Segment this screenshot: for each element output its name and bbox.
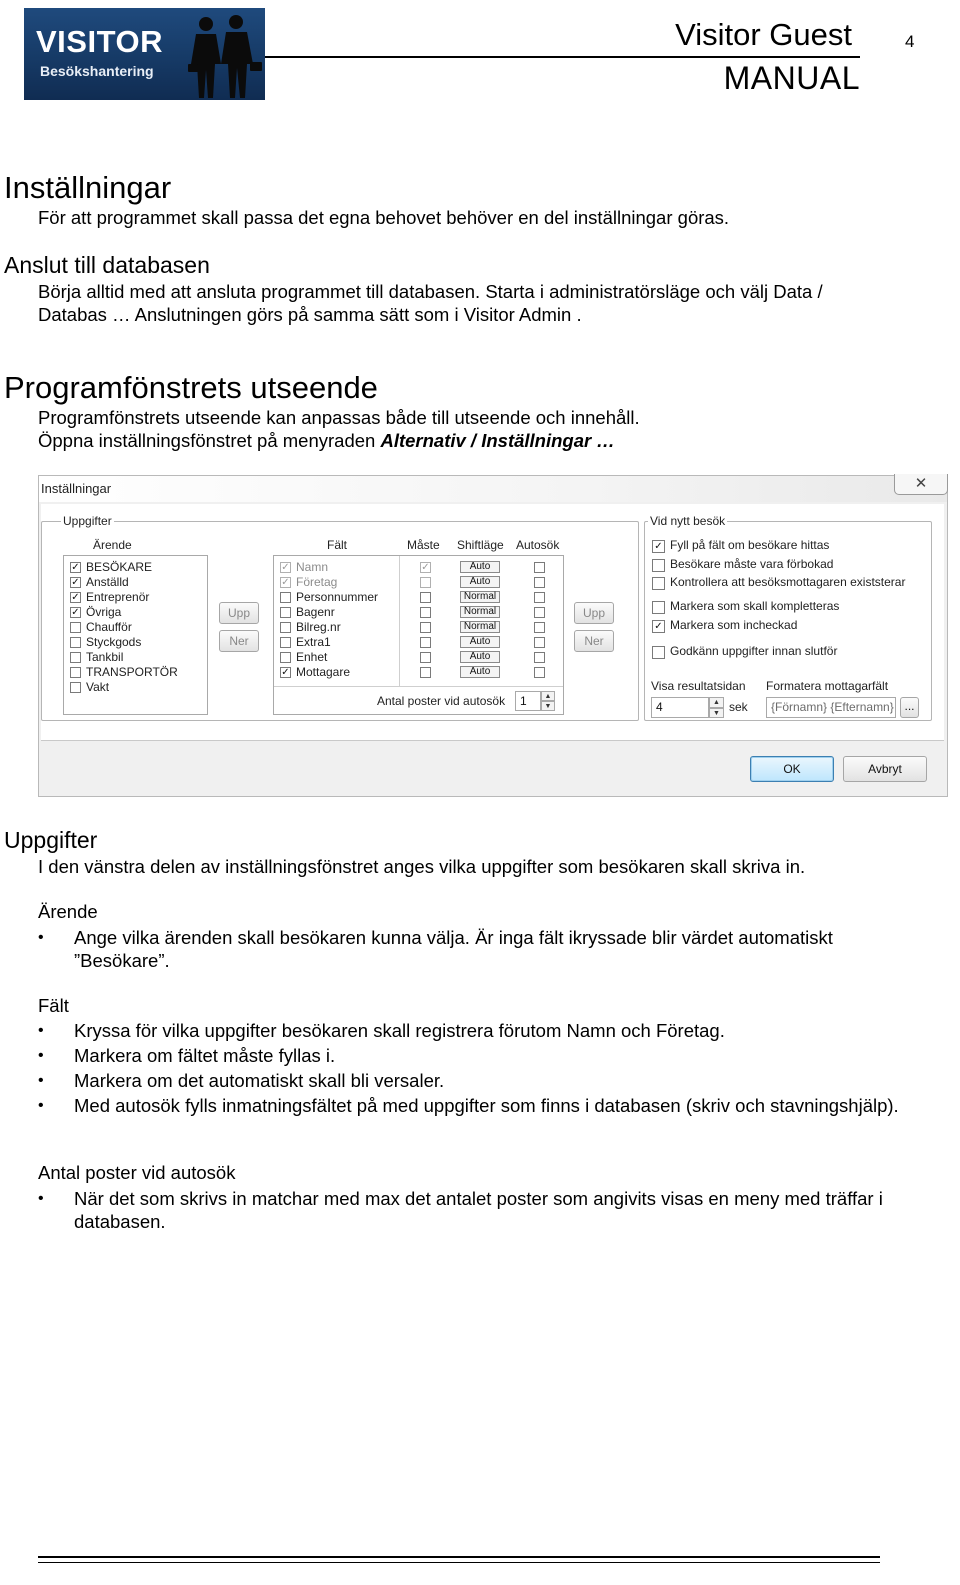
document-subtitle: MANUAL xyxy=(723,60,860,96)
text-uppgifter: I den vänstra delen av inställningsfönstret anges vilka uppgifter som besökaren skall skriva in. xyxy=(38,856,806,877)
grid-divider xyxy=(399,556,400,686)
close-icon[interactable]: ✕ xyxy=(894,474,948,495)
logo-subtitle: Besökshantering xyxy=(40,63,154,79)
spin-down-icon[interactable]: ▼ xyxy=(709,708,724,718)
maste-checkbox[interactable]: ✓ xyxy=(421,562,430,573)
vid-nytt-checkbox[interactable] xyxy=(652,577,665,590)
arende-item-label: TRANSPORTÖR xyxy=(86,665,178,679)
falt-up-button[interactable]: Upp xyxy=(574,602,614,624)
falt-checkbox[interactable]: ✓ xyxy=(281,577,290,588)
logo-title: VISITOR xyxy=(36,24,163,59)
spin-up-icon[interactable]: ▲ xyxy=(709,697,724,708)
arende-checkbox[interactable]: ✓ xyxy=(71,592,80,603)
label-antal-poster: Antal poster vid autosök xyxy=(38,1162,236,1183)
arende-up-button[interactable]: Upp xyxy=(219,602,259,624)
arende-checkbox[interactable] xyxy=(70,652,81,663)
dialog-title: Inställningar xyxy=(41,481,112,496)
businessmen-icon xyxy=(184,12,264,100)
falt-item-label: Mottagare xyxy=(296,665,351,679)
avbryt-button[interactable]: Avbryt xyxy=(843,756,927,782)
falt-checkbox[interactable] xyxy=(280,637,291,648)
shiftlage-button[interactable]: Auto xyxy=(460,561,500,573)
falt-checkbox[interactable] xyxy=(280,652,291,663)
text-program-2 xyxy=(38,429,918,452)
maste-checkbox[interactable] xyxy=(420,652,431,663)
maste-checkbox[interactable] xyxy=(420,667,431,678)
uppgifter-group-label: Uppgifter xyxy=(63,514,112,528)
autosok-checkbox[interactable] xyxy=(534,577,545,588)
falt-grid[interactable] xyxy=(273,555,564,715)
autosok-checkbox[interactable] xyxy=(534,607,545,618)
vid-nytt-label: Kontrollera att besöksmottagaren existsterar xyxy=(670,575,906,589)
falt-checkbox[interactable]: ✓ xyxy=(281,667,290,678)
falt-item-label: Företag xyxy=(296,575,338,589)
autosok-header: Autosök xyxy=(516,538,560,552)
autosok-checkbox[interactable] xyxy=(534,667,545,678)
heading-programfonster: Programfönstrets utseende xyxy=(4,370,378,405)
label-arende: Ärende xyxy=(38,901,98,922)
arende-item-label: Entreprenör xyxy=(86,590,150,604)
vid-nytt-label: Markera som skall kompletteras xyxy=(670,599,840,613)
autosok-checkbox[interactable] xyxy=(534,562,545,573)
antal-poster-input[interactable]: 1 xyxy=(515,691,541,711)
vid-nytt-label: Besökare måste vara förbokad xyxy=(670,557,834,571)
maste-checkbox[interactable] xyxy=(420,622,431,633)
arende-item-label: Styckgods xyxy=(86,635,142,649)
vid-nytt-checkbox[interactable] xyxy=(652,559,665,572)
text-anslut-1: Börja alltid med att ansluta programmet till databasen. Starta i administratörsläge och välj Data / xyxy=(38,281,823,302)
bullet-item: • Kryssa för vilka uppgifter besökaren skall registrera förutom Namn och Företag. xyxy=(38,1019,918,1042)
footer-rule xyxy=(38,1556,880,1558)
arende-item-label: Vakt xyxy=(86,680,110,694)
falt-checkbox[interactable] xyxy=(280,592,291,603)
arende-checkbox[interactable]: ✓ xyxy=(71,577,80,588)
settings-dialog xyxy=(38,475,948,797)
vid-nytt-label: Godkänn uppgifter innan slutför xyxy=(670,644,838,658)
falt-item-label: Bilreg.nr xyxy=(296,620,341,634)
visa-resultatsidan-input[interactable]: 4 xyxy=(651,697,709,718)
arende-item-label: Tankbil xyxy=(86,650,124,664)
falt-header: Fält xyxy=(327,538,348,552)
shiftlage-button[interactable]: Normal xyxy=(460,591,500,603)
vid-nytt-checkbox[interactable]: ✓ xyxy=(652,620,665,633)
falt-checkbox[interactable] xyxy=(280,607,291,618)
vid-nytt-label: Markera som incheckad xyxy=(670,618,798,632)
vid-nytt-checkbox[interactable]: ✓ xyxy=(652,540,665,553)
antal-bullet-list xyxy=(38,1187,918,1235)
falt-checkbox[interactable] xyxy=(280,622,291,633)
arende-list[interactable] xyxy=(63,555,208,715)
maste-checkbox[interactable] xyxy=(420,592,431,603)
falt-item-label: Extra1 xyxy=(296,635,331,649)
heading-installningar: Inställningar xyxy=(4,170,172,205)
arende-item-label: Övriga xyxy=(86,605,122,619)
falt-bullet-list xyxy=(38,1019,918,1119)
arende-checkbox[interactable] xyxy=(70,682,81,693)
vid-nytt-besok-label: Vid nytt besök xyxy=(650,514,726,528)
text-anslut-2: Databas … Anslutningen görs på samma sätt som i Visitor Admin . xyxy=(38,304,582,325)
autosok-checkbox[interactable] xyxy=(534,652,545,663)
arende-header: Ärende xyxy=(93,538,132,552)
sek-unit: sek xyxy=(729,700,748,714)
maste-header: Måste xyxy=(407,538,440,552)
vid-nytt-label: Fyll på fält om besökare hittas xyxy=(670,538,830,552)
visa-resultatsidan-label: Visa resultatsidan xyxy=(651,679,746,693)
arende-item-label: Anställd xyxy=(86,575,129,589)
text-program-2-prefix: Öppna inställningsfönstret på menyraden xyxy=(38,430,381,451)
grid-divider xyxy=(274,686,563,687)
autosok-checkbox[interactable] xyxy=(534,622,545,633)
shiftlage-button[interactable]: Auto xyxy=(460,666,500,678)
bullet-item: • Markera om det automatiskt skall bli versaler. xyxy=(38,1069,918,1092)
bullet-item: • Med autosök fylls inmatningsfältet på med uppgifter som finns i databasen (skriv och stavningshjälp). xyxy=(38,1094,918,1117)
vid-nytt-checkbox[interactable] xyxy=(652,601,665,614)
page-number: 4 xyxy=(905,32,915,51)
heading-anslut: Anslut till databasen xyxy=(4,252,210,278)
document-title: Visitor Guest xyxy=(675,17,852,52)
falt-item-label: Enhet xyxy=(296,650,328,664)
arende-item-label: Chaufför xyxy=(86,620,132,634)
falt-item-label: Bagenr xyxy=(296,605,335,619)
spin-up-icon[interactable]: ▲ xyxy=(541,691,555,701)
falt-item-label: Personnummer xyxy=(296,590,379,604)
arende-down-button[interactable]: Ner xyxy=(219,630,259,652)
browse-button[interactable]: ... xyxy=(900,697,919,718)
header-rule xyxy=(265,56,860,58)
shiftlage-button[interactable]: Auto xyxy=(460,576,500,588)
arende-checkbox[interactable] xyxy=(70,637,81,648)
bullet-item: • Markera om fältet måste fyllas i. xyxy=(38,1044,918,1067)
text-installningar: För att programmet skall passa det egna behovet behöver en del inställningar göras. xyxy=(38,207,730,228)
maste-checkbox[interactable] xyxy=(420,607,431,618)
heading-uppgifter: Uppgifter xyxy=(4,827,98,853)
arende-checkbox[interactable] xyxy=(70,667,81,678)
shiftlage-header: Shiftläge xyxy=(457,538,504,552)
text-program-1: Programfönstrets utseende kan anpassas både till utseende och innehåll. xyxy=(38,407,640,428)
maste-checkbox[interactable] xyxy=(420,577,431,588)
falt-checkbox[interactable]: ✓ xyxy=(281,562,290,573)
visitor-logo xyxy=(24,8,265,100)
dialog-titlebar xyxy=(39,476,947,502)
dialog-panel xyxy=(41,504,944,741)
formatera-mottagarfalt-input[interactable]: {Förnamn} {Efternamn} xyxy=(766,697,896,718)
shiftlage-button[interactable]: Auto xyxy=(460,636,500,648)
antal-poster-label: Antal poster vid autosök xyxy=(377,694,506,708)
label-falt: Fält xyxy=(38,995,69,1016)
shiftlage-button[interactable]: Auto xyxy=(460,651,500,663)
arende-item-label: BESÖKARE xyxy=(86,560,153,574)
falt-item-label: Namn xyxy=(296,560,329,574)
arende-bullet-list xyxy=(38,926,918,974)
vid-nytt-checkbox[interactable] xyxy=(652,646,665,659)
formatera-mottagarfalt-label: Formatera mottagarfält xyxy=(766,679,889,693)
autosok-checkbox[interactable] xyxy=(534,637,545,648)
shiftlage-button[interactable]: Normal xyxy=(460,606,500,618)
arende-checkbox[interactable]: ✓ xyxy=(71,607,80,618)
arende-checkbox[interactable] xyxy=(70,622,81,633)
ok-button[interactable]: OK xyxy=(750,756,834,782)
bullet-item: • Ange vilka ärenden skall besökaren kunna välja. Är inga fält ikryssade blir värdet automatiskt ”Besökare”. xyxy=(38,926,918,972)
maste-checkbox[interactable] xyxy=(420,637,431,648)
arende-checkbox[interactable]: ✓ xyxy=(71,562,80,573)
footer-rule xyxy=(38,1562,880,1563)
menu-path: Alternativ / Inställningar … xyxy=(380,430,615,451)
shiftlage-button[interactable]: Normal xyxy=(460,621,500,633)
spin-down-icon[interactable]: ▼ xyxy=(541,701,555,711)
bullet-item: • När det som skrivs in matchar med max det antalet poster som angivits visas en meny med träffar i databasen. xyxy=(38,1187,918,1233)
falt-down-button[interactable]: Ner xyxy=(574,630,614,652)
autosok-checkbox[interactable] xyxy=(534,592,545,603)
